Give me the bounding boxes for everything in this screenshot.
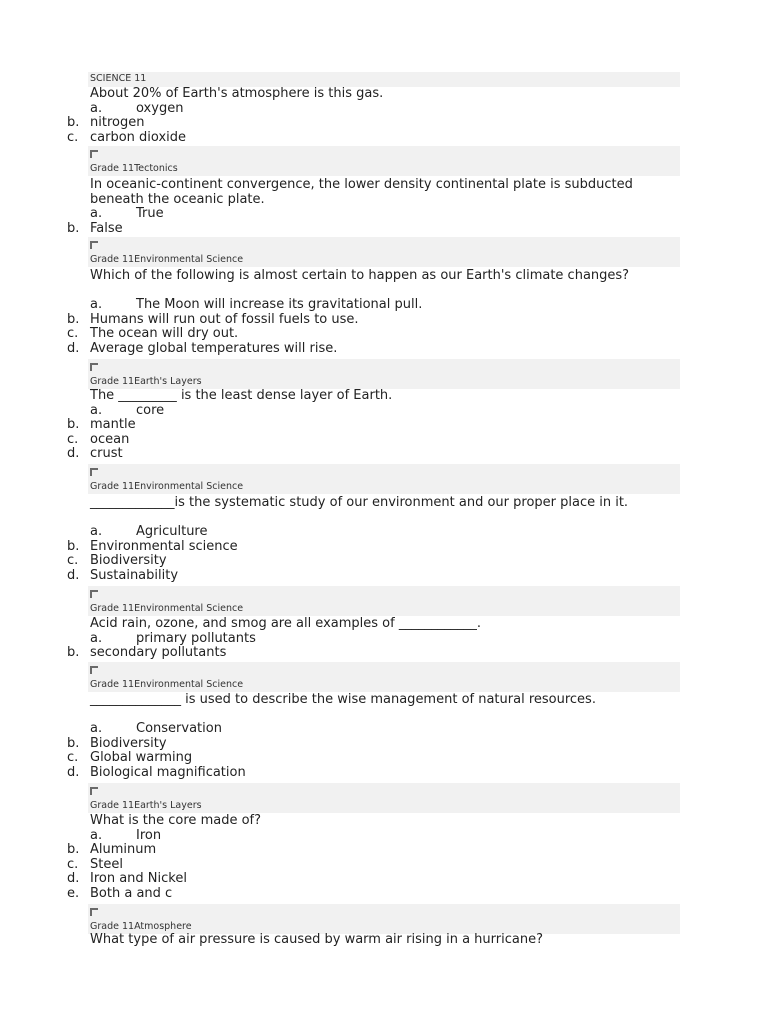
question-text: What is the core made of? bbox=[90, 813, 262, 828]
question-header bbox=[88, 464, 680, 494]
question-header bbox=[88, 359, 680, 389]
question-header bbox=[88, 662, 680, 692]
option-text: Conservation bbox=[136, 721, 222, 737]
option-text: primary pollutants bbox=[136, 630, 256, 646]
option-text: Average global temperatures will rise. bbox=[90, 341, 338, 356]
option-text: Environmental science bbox=[90, 538, 238, 554]
option-letter: a. bbox=[90, 524, 103, 540]
question-text: _____________is the systematic study of our environment and our proper place in it. bbox=[90, 495, 629, 510]
question-text: In oceanic-continent convergence, the lower density continental plate is subducted beneath the oceanic plate. bbox=[90, 177, 633, 207]
option-letter: b. bbox=[67, 220, 80, 236]
option-text: secondary pollutants bbox=[90, 645, 227, 661]
question-text: The _________ is the least dense layer of Earth. bbox=[90, 388, 393, 403]
option-letter: a. bbox=[90, 827, 103, 843]
option-letter: e. bbox=[67, 886, 80, 901]
option-text: Humans will run out of fossil fuels to use. bbox=[90, 311, 359, 327]
question-category: Grade 11Atmosphere bbox=[90, 921, 192, 932]
option-text: Aluminum bbox=[90, 842, 157, 858]
question-category: Grade 11Earth's Layers bbox=[90, 800, 202, 811]
option-text: carbon dioxide bbox=[90, 129, 187, 145]
option-text: Global warming bbox=[90, 750, 193, 766]
option-letter: a. bbox=[90, 721, 103, 737]
question-category: SCIENCE 11 bbox=[90, 73, 147, 84]
question-header bbox=[88, 783, 680, 813]
option-letter: b. bbox=[67, 735, 80, 751]
option-letter: d. bbox=[67, 568, 80, 583]
question-header bbox=[88, 586, 680, 616]
question-text: Which of the following is almost certain to happen as our Earth's climate changes? bbox=[90, 268, 630, 283]
option-text: Agriculture bbox=[136, 524, 208, 540]
option-letter: c. bbox=[67, 326, 79, 342]
checkbox-icon[interactable] bbox=[90, 363, 98, 371]
question-text: What type of air pressure is caused by warm air rising in a hurricane? bbox=[90, 932, 543, 947]
option-letter: b. bbox=[67, 842, 80, 858]
option-text: Biological magnification bbox=[90, 765, 246, 780]
question-category: Grade 11Environmental Science bbox=[90, 254, 244, 265]
checkbox-icon[interactable] bbox=[90, 468, 98, 476]
option-letter: c. bbox=[67, 129, 79, 145]
question-category: Grade 11Environmental Science bbox=[90, 679, 244, 690]
checkbox-icon[interactable] bbox=[90, 590, 98, 598]
question-header bbox=[88, 72, 680, 87]
option-letter: c. bbox=[67, 553, 79, 569]
option-text: oxygen bbox=[136, 100, 184, 116]
checkbox-icon[interactable] bbox=[90, 150, 98, 158]
question-header bbox=[88, 146, 680, 176]
option-text: ocean bbox=[90, 431, 130, 447]
question-text: Acid rain, ozone, and smog are all examples of ____________. bbox=[90, 616, 481, 631]
option-text: core bbox=[136, 402, 165, 418]
question-category: Grade 11Environmental Science bbox=[90, 603, 244, 614]
checkbox-icon[interactable] bbox=[90, 787, 98, 795]
option-letter: a. bbox=[90, 206, 103, 222]
option-letter: d. bbox=[67, 446, 80, 462]
question-header bbox=[88, 904, 680, 934]
question-category: Grade 11Environmental Science bbox=[90, 481, 244, 492]
option-text: False bbox=[90, 220, 123, 236]
checkbox-icon[interactable] bbox=[90, 666, 98, 674]
option-letter: b. bbox=[67, 538, 80, 554]
option-letter: d. bbox=[67, 341, 80, 356]
option-text: mantle bbox=[90, 417, 136, 433]
checkbox-icon[interactable] bbox=[90, 241, 98, 249]
option-letter: b. bbox=[67, 115, 80, 131]
option-letter: c. bbox=[67, 431, 79, 447]
option-text: The Moon will increase its gravitational pull. bbox=[136, 297, 423, 313]
option-letter: a. bbox=[90, 100, 103, 116]
option-letter: b. bbox=[67, 417, 80, 433]
option-text: Biodiversity bbox=[90, 553, 167, 569]
option-letter: c. bbox=[67, 750, 79, 766]
option-text: Biodiversity bbox=[90, 735, 167, 751]
option-letter: d. bbox=[67, 765, 80, 780]
option-text: Iron bbox=[136, 827, 162, 843]
option-text: True bbox=[136, 206, 164, 222]
option-letter: b. bbox=[67, 645, 80, 661]
option-letter: b. bbox=[67, 311, 80, 327]
option-letter: a. bbox=[90, 402, 103, 418]
question-category: Grade 11Tectonics bbox=[90, 163, 178, 174]
option-text: Steel bbox=[90, 856, 123, 872]
option-letter: a. bbox=[90, 297, 103, 313]
option-letter: a. bbox=[90, 630, 103, 646]
question-category: Grade 11Earth's Layers bbox=[90, 376, 202, 387]
option-letter: c. bbox=[67, 856, 79, 872]
option-text: Iron and Nickel bbox=[90, 871, 187, 887]
option-letter: d. bbox=[67, 871, 80, 887]
question-text: ______________ is used to describe the wise management of natural resources. bbox=[90, 692, 596, 707]
option-text: Sustainability bbox=[90, 568, 179, 583]
option-text: The ocean will dry out. bbox=[90, 326, 239, 342]
option-text: crust bbox=[90, 446, 123, 462]
option-text: Both a and c bbox=[90, 886, 173, 901]
option-text: nitrogen bbox=[90, 115, 145, 131]
checkbox-icon[interactable] bbox=[90, 908, 98, 916]
question-text: About 20% of Earth's atmosphere is this gas. bbox=[90, 86, 384, 101]
question-header bbox=[88, 237, 680, 267]
